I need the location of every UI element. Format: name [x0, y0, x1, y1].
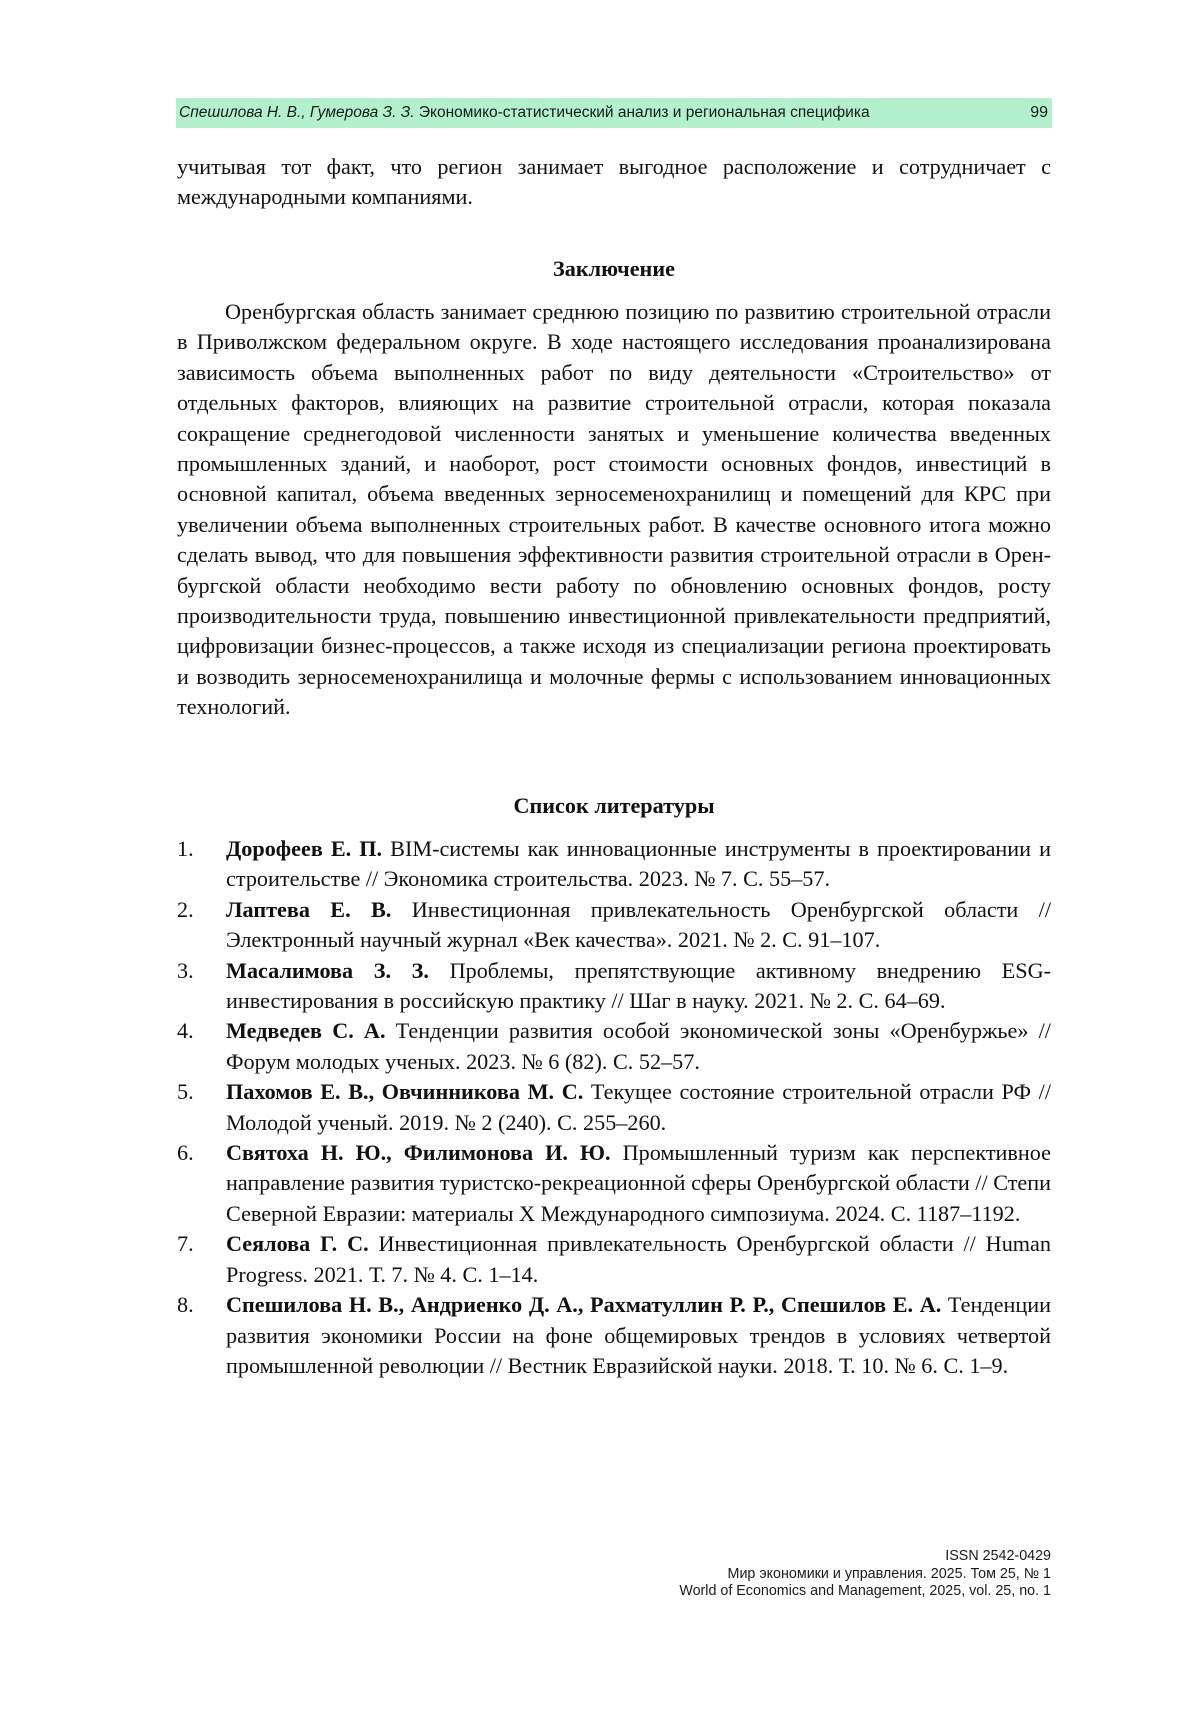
reference-item: [177, 1077, 1051, 1138]
reference-number: 7.: [177, 1231, 194, 1257]
reference-text: Промышленный туризм как перспективное направление развития туристско-рекреационной сферы Оренбургской области // Степи Северной Евразии: материалы X Международного симпозиума. 2024. С. 1187–1192.: [226, 1140, 1051, 1226]
reference-number: 6.: [177, 1140, 194, 1166]
header-article-title: Экономико-статистический анализ и региональная специфика: [418, 104, 870, 121]
reference-body: [226, 956, 1051, 1017]
reference-text: Проблемы, препятствующие активному внедрению ESG-инвестирования в российскую практику // Шаг в науку. 2021. № 2. С. 64–69.: [226, 957, 1051, 1014]
reference-item: [177, 1229, 1051, 1290]
reference-body: [226, 1077, 1051, 1138]
reference-item: [177, 1138, 1051, 1229]
conclusion-heading: Заключение: [553, 256, 675, 281]
reference-number: 8.: [177, 1292, 194, 1318]
journal-footer: [600, 1548, 1051, 1601]
reference-text: Текущее состояние строительной отрасли РФ // Молодой ученый. 2019. № 2 (240). С. 255–260.: [226, 1079, 1051, 1135]
reference-number: 1.: [177, 836, 194, 861]
reference-authors: Масалимова З. З.: [226, 957, 429, 983]
references-heading: Список литературы: [513, 793, 715, 818]
conclusion-paragraph: Оренбургская область занимает среднюю позицию по развитию строительной отрасли в Приволжском федеральном округе. В ходе настоящего исследования проанализирована зависимость объема выполненных работ по виду деятельности «Строительство» от отдельных факторов, влияющих на развитие строительной отрасли, которая показала сокращение среднегодовой численности занятых и уменьшение количества введенных промышленных зданий, и наоборот, рост стоимости основных фондов, инвестиций в основной капитал, объема введенных зерносеменохранилищ и помещений для КРС при увеличении объема выполненных строительных работ. В качестве основного итога можно сделать вывод, что для повышения эффективности развития строительной отрасли в Оренбургской области необходимо вести работу по обновлению основных фондов, росту производительности труда, повышению инвестиционной привлекательности предприятий, цифровизации бизнес-процессов, а также исходя из специализации региона проектировать и возводить зерносеменохранилища и молочные фермы с использованием инновационных технологий.: [177, 299, 1051, 720]
reference-item: [177, 1290, 1051, 1381]
reference-number: 3.: [177, 957, 194, 983]
reference-item: [177, 895, 1051, 956]
reference-number: 5.: [177, 1079, 194, 1105]
reference-authors: Сеялова Г. С.: [226, 1231, 369, 1257]
reference-authors: Лаптева Е. В.: [226, 896, 392, 922]
reference-body: [226, 895, 1051, 956]
footer-issn: ISSN 2542-0429: [945, 1548, 1051, 1564]
header-authors: Спешилова Н. В., Гумерова З. З.: [179, 104, 415, 121]
reference-item: [177, 956, 1051, 1017]
page-number: 99: [1030, 104, 1048, 121]
reference-item: [177, 834, 1051, 895]
running-header: [176, 98, 1052, 128]
reference-item: [177, 1016, 1051, 1077]
reference-number: 2.: [177, 896, 194, 922]
reference-text: Тенденции развития экономики России на фоне общемировых трендов в условиях четвертой промышленной революции // Вестник Евразийской науки. 2018. Т. 10. № 6. С. 1–9.: [226, 1292, 1051, 1378]
reference-text: Инвестиционная привлекательность Оренбургской области // Электронный научный журнал «Век качества». 2021. № 2. С. 91–107.: [226, 896, 1051, 953]
reference-authors: Спешилова Н. В., Андриенко Д. А., Рахматуллин Р. Р., Спешилов Е. А.: [226, 1292, 942, 1318]
reference-body: [226, 1290, 1051, 1381]
reference-text: Инвестиционная привлекательность Оренбургской области // Human Progress. 2021. Т. 7. № 4. С. 1–14.: [226, 1231, 1051, 1287]
reference-body: [226, 834, 1051, 895]
reference-authors: Медведев С. А.: [226, 1018, 386, 1044]
reference-body: [226, 1138, 1051, 1229]
footer-journal-ru: Мир экономики и управления. 2025. Том 25, № 1: [727, 1565, 1051, 1582]
reference-authors: Пахомов Е. В., Овчинникова М. С.: [226, 1079, 584, 1105]
reference-authors: Дорофеев Е. П.: [226, 836, 383, 861]
reference-body: [226, 1229, 1051, 1290]
footer-journal-en: World of Economics and Management, 2025, vol. 25, no. 1: [679, 1583, 1051, 1599]
reference-list: [177, 834, 1051, 1381]
intro-paragraph: учитывая тот факт, что регион занимает выгодное расположение и сотрудничает с международными компаниями.: [177, 154, 1051, 210]
reference-number: 4.: [177, 1018, 194, 1044]
reference-authors: Святоха Н. Ю., Филимонова И. Ю.: [226, 1140, 611, 1166]
running-header-title: [179, 104, 870, 122]
reference-text: Тенденции развития особой экономической зоны «Оренбуржье» // Форум молодых ученых. 2023. № 6 (82). С. 52–57.: [226, 1018, 1051, 1074]
reference-text: BIM-системы как инновационные инструменты в проектировании и строительстве // Экономика строительства. 2023. № 7. С. 55–57.: [226, 836, 1051, 892]
reference-body: [226, 1016, 1051, 1077]
